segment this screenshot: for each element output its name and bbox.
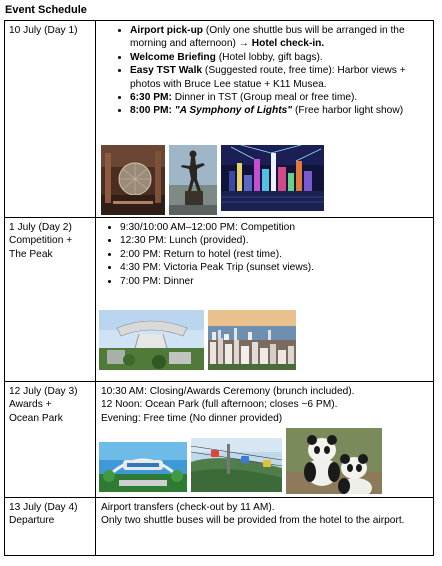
day-label: The Peak — [9, 248, 53, 260]
item-text: (Suggested route, free time): Harbor views + photos with Bruce Lee statue + K11 Musea. — [130, 65, 406, 90]
item-italic: "A Symphony of Lights" — [171, 105, 293, 117]
day-label: 1 July (Day 2) — [9, 222, 72, 233]
activity-lines — [96, 382, 433, 425]
activity-cell — [96, 218, 434, 382]
day-label: Competition + — [9, 235, 73, 247]
item-bold: 8:00 PM: — [130, 105, 172, 117]
item-bold: Hotel check-in. — [251, 38, 325, 50]
day-label: 12 July (Day 3) — [9, 386, 78, 397]
activity-line: Airport transfers (check-out by 11 AM). — [101, 502, 275, 513]
day-label: Ocean Park — [9, 412, 63, 424]
list-item: • 4:30 PM: Victoria Peak Trip (sunset views). — [120, 261, 427, 274]
day-label: 10 July (Day 1) — [9, 25, 78, 36]
list-item: • 2:00 PM: Return to hotel (rest time). — [120, 248, 427, 261]
item-text: Dinner in TST (Group meal or free time). — [171, 92, 358, 104]
list-item — [130, 64, 427, 91]
activity-line: Evening: Free time (No dinner provided) — [101, 412, 283, 424]
list-item — [130, 91, 427, 104]
schedule-row-day-2 — [5, 218, 434, 382]
day-label: Departure — [9, 515, 55, 527]
day-label: Awards + — [9, 399, 52, 411]
activity-line: 10:30 AM: Closing/Awards Ceremony (brunch included). — [101, 386, 355, 397]
item-bold: Easy TST Walk — [130, 65, 203, 77]
bruce-lee-statue-photo — [169, 145, 217, 215]
list-item: • 12:30 PM: Lunch (provided). — [120, 234, 427, 247]
list-item — [130, 104, 427, 117]
section-heading: Event Schedule — [5, 4, 87, 16]
schedule-table — [4, 20, 434, 556]
giant-pandas-photo — [286, 428, 382, 494]
day-cell — [5, 382, 96, 498]
activity-list — [96, 21, 433, 118]
activity-line: Only two shuttle buses will be provided from the hotel to the airport. — [101, 515, 405, 527]
activity-cell — [96, 382, 434, 498]
schedule-row-day-3 — [5, 382, 434, 498]
activity-lines — [96, 498, 433, 528]
list-item — [130, 24, 427, 51]
day-cell — [5, 498, 96, 556]
item-text: (Hotel lobby, gift bags). — [215, 51, 323, 63]
k11-musea-atrium-photo — [101, 145, 165, 215]
list-item: • 7:00 PM: Dinner — [120, 275, 427, 288]
peak-tower-photo — [99, 310, 204, 370]
victoria-harbour-skyline-photo — [208, 310, 296, 370]
symphony-of-lights-photo — [221, 145, 324, 211]
item-bold: 6:30 PM: — [130, 92, 172, 104]
schedule-row-day-4 — [5, 498, 434, 556]
activity-list — [96, 218, 433, 288]
cable-car-photo — [191, 438, 282, 492]
activity-cell — [96, 498, 434, 556]
activity-line: 12 Noon: Ocean Park (full afternoon; closes ~6 PM). — [101, 399, 338, 411]
list-item — [130, 51, 427, 64]
day-label: 13 July (Day 4) — [9, 502, 78, 513]
ocean-park-entrance-photo — [99, 442, 187, 492]
list-item: • 9:30/10:00 AM–12:00 PM: Competition — [120, 221, 427, 234]
item-text: (Only one shuttle bus will be arranged in the morning and afternoon) → — [130, 25, 405, 50]
schedule-row-day-1 — [5, 21, 434, 218]
item-text: (Free harbor light show) — [292, 105, 404, 117]
activity-cell — [96, 21, 434, 218]
item-bold: Airport pick-up — [130, 25, 204, 36]
item-bold: Welcome Briefing — [130, 51, 216, 63]
day-cell — [5, 218, 96, 382]
day-cell — [5, 21, 96, 218]
